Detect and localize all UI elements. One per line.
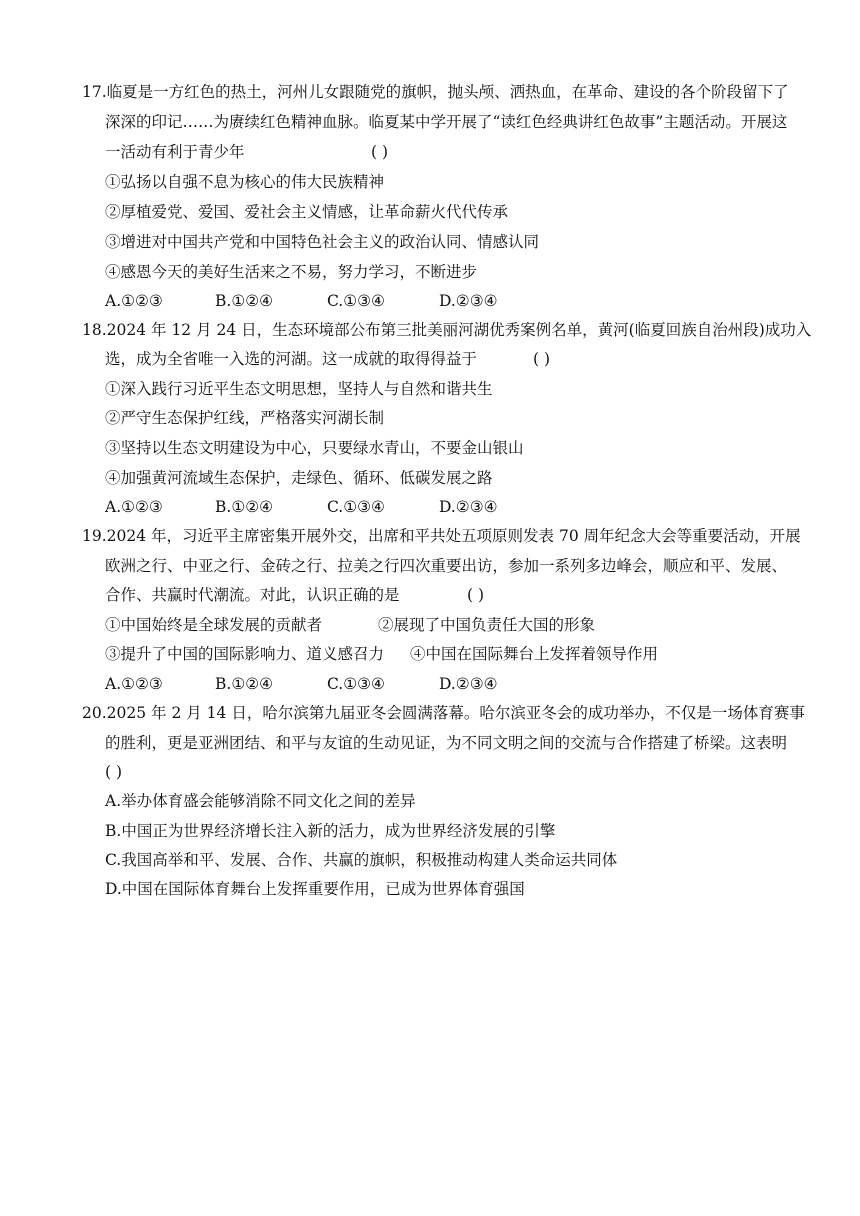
- statement: ④感恩今天的美好生活来之不易，努力学习，不断进步: [105, 263, 478, 281]
- answer-paren: ( ): [467, 586, 485, 604]
- question-stem-line: 17.临夏是一方红色的热土，河州儿女跟随党的旗帜，抛头颅、洒热血，在革命、建设的各个阶段留下了: [82, 83, 789, 101]
- statement: ④中国在国际舞台上发挥着领导作用: [410, 645, 659, 663]
- statement: ④加强黄河流域生态保护，走绿色、循环、低碳发展之路: [105, 469, 493, 487]
- statement: ③坚持以生态文明建设为中心，只要绿水青山，不要金山银山: [105, 439, 524, 457]
- question-stem-line: 19.2024 年，习近平主席密集开展外交，出席和平共处五项原则发表 70 周年纪念大会等重要活动，开展: [82, 527, 801, 545]
- choice-d: D.中国在国际体育舞台上发挥重要作用，已成为世界体育强国: [105, 880, 525, 898]
- option-c: C.①③④: [327, 498, 385, 516]
- question-stem-line: 选，成为全省唯一入选的河湖。这一成就的取得得益于: [105, 350, 478, 368]
- option-d: D.②③④: [439, 675, 498, 693]
- option-b: B.①②④: [215, 498, 274, 516]
- answer-paren: ( ): [371, 143, 389, 161]
- option-c: C.①③④: [327, 292, 385, 310]
- question-stem-line: 深深的印记……为赓续红色精神血脉。临夏某中学开展了“读红色经典讲红色故事”主题活动。开展这: [105, 113, 788, 131]
- choice-b: B.中国正为世界经济增长注入新的活力，成为世界经济发展的引擎: [105, 822, 556, 840]
- statement: ②展现了中国负责任大国的形象: [378, 616, 596, 634]
- question-stem-line: 欧洲之行、中亚之行、金砖之行、拉美之行四次重要出访，参加一系列多边峰会，顺应和平、发展、: [105, 557, 788, 575]
- statement: ②厚植爱党、爱国、爱社会主义情感，让革命薪火代代传承: [105, 203, 509, 221]
- statement: ①弘扬以自强不息为核心的伟大民族精神: [105, 173, 385, 191]
- option-a: A.①②③: [105, 292, 163, 310]
- option-d: D.②③④: [439, 292, 498, 310]
- option-d: D.②③④: [439, 498, 498, 516]
- answer-paren: ( ): [533, 350, 551, 368]
- question-stem-line: 一活动有利于青少年: [105, 143, 245, 161]
- choice-c: C.我国高举和平、发展、合作、共赢的旗帜，积极推动构建人类命运共同体: [105, 851, 618, 869]
- statement: ①深入践行习近平生态文明思想，坚持人与自然和谐共生: [105, 380, 493, 398]
- question-stem-line: 合作、共赢时代潮流。对此，认识正确的是: [105, 586, 400, 604]
- statement: ③增进对中国共产党和中国特色社会主义的政治认同、情感认同: [105, 233, 540, 251]
- question-stem-line: 18.2024 年 12 月 24 日，生态环境部公布第三批美丽河湖优秀案例名单，黄河(临夏回族自治州段)成功入: [82, 321, 812, 339]
- question-stem-line: 20.2025 年 2 月 14 日，哈尔滨第九届亚冬会圆满落幕。哈尔滨亚冬会的成功举办，不仅是一场体育赛事: [82, 704, 805, 722]
- statement: ①中国始终是全球发展的贡献者: [105, 616, 323, 634]
- question-stem-line: 的胜利，更是亚洲团结、和平与友谊的生动见证，为不同文明之间的交流与合作搭建了桥梁。这表明: [105, 734, 788, 752]
- statement: ③提升了中国的国际影响力、道义感召力: [105, 645, 385, 663]
- option-a: A.①②③: [105, 675, 163, 693]
- statement: ②严守生态保护红线，严格落实河湖长制: [105, 409, 385, 427]
- option-c: C.①③④: [327, 675, 385, 693]
- answer-paren: ( ): [105, 763, 123, 781]
- choice-a: A.举办体育盛会能够消除不同文化之间的差异: [105, 792, 416, 810]
- option-b: B.①②④: [215, 675, 274, 693]
- option-b: B.①②④: [215, 292, 274, 310]
- option-a: A.①②③: [105, 498, 163, 516]
